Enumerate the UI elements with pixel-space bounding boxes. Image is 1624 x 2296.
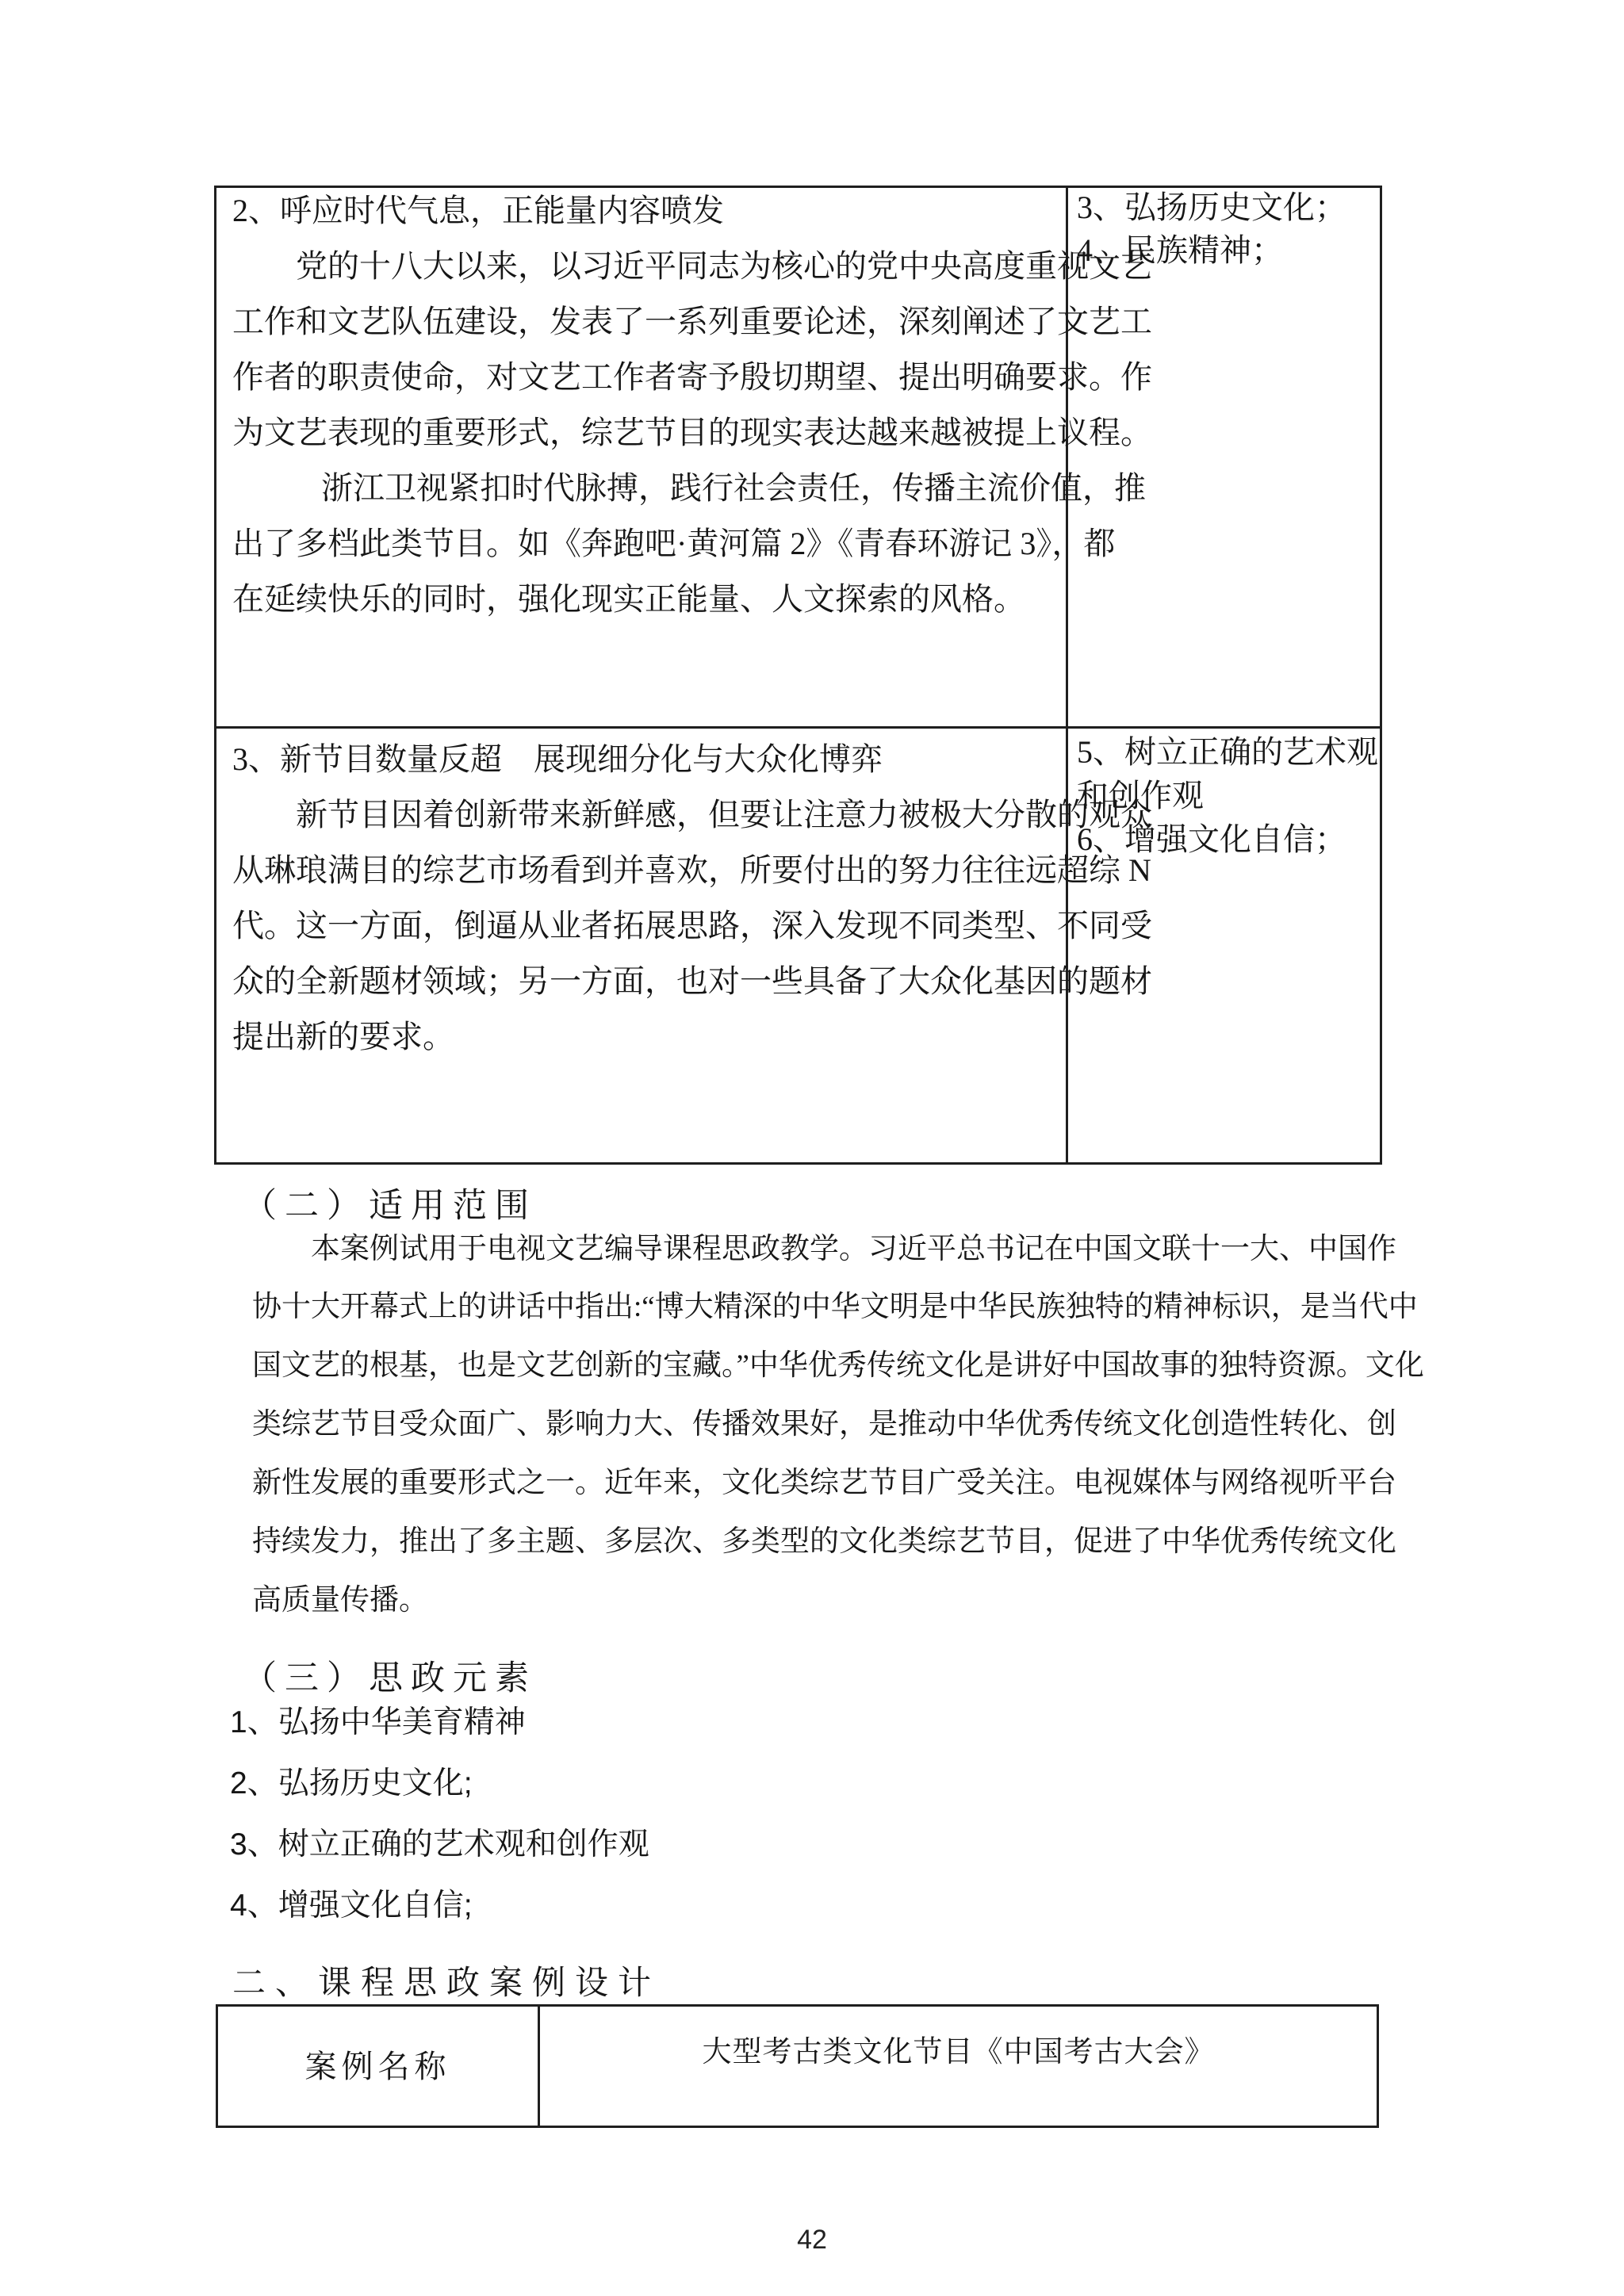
text-line (232, 898, 1152, 954)
scope-paragraph (252, 1220, 1424, 1629)
text-line (230, 1875, 649, 1936)
text-line (252, 1571, 1424, 1629)
text-line (232, 1009, 1152, 1065)
text-run: 本案例试用于电视文艺编导课程思政教学。习近平总书记在中国文联十一大、中国作 (311, 1233, 1396, 1265)
text-line (230, 1753, 649, 1814)
text-run: 5、树立正确的艺术观 (1077, 734, 1378, 770)
page-number: 42 (797, 2225, 827, 2255)
text-line (232, 843, 1152, 898)
text-run: 6、增强文化自信； (1077, 821, 1346, 857)
text-run: 类综艺节目受众面广、影响力大、传播效果好，是推动中华优秀传统文化创造性转化、创 (252, 1407, 1396, 1440)
table-cell-row1-left (232, 183, 1152, 627)
text-line (252, 1453, 1424, 1512)
text-run: 新节目因着创新带来新鲜感，但要让注意力被极大分散的观众 (296, 797, 1152, 832)
text-run: 党的十八大以来，以习近平同志为核心的党中央高度重视文艺 (296, 248, 1152, 284)
table-cell-row2-right (1077, 730, 1378, 861)
text-line (232, 405, 1152, 461)
text-line (232, 732, 1152, 787)
text-line (232, 294, 1152, 350)
text-run: 3、新节目数量反超 展现细分化与大众化博弈 (232, 741, 883, 777)
text-line (232, 239, 1152, 294)
text-line (1077, 817, 1378, 861)
text-run: 新性发展的重要形式之一。近年来，文化类综艺节目广受关注。电视媒体与网络视听平台 (252, 1466, 1396, 1498)
table-cell-row2-left (232, 732, 1152, 1065)
text-run: 2、呼应时代气息，正能量内容喷发 (232, 193, 724, 228)
text-run: 作者的职责使命，对文艺工作者寄予殷切期望、提出明确要求。作 (232, 359, 1152, 395)
text-line (1077, 186, 1346, 229)
text-run: 3、树立正确的艺术观和创作观 (230, 1827, 649, 1862)
text-run: 协十大开幕式上的讲话中指出:“博大精深的中华文明是中华民族独特的精神标识，是当代中 (252, 1291, 1418, 1323)
text-line (252, 1220, 1424, 1278)
text-line (230, 1814, 649, 1875)
text-run: 出了多档此类节目。如《奔跑吧·黄河篇 2》《青春环游记 3》，都 (232, 526, 1116, 561)
text-line (252, 1395, 1424, 1453)
text-line (1077, 774, 1378, 817)
text-run: 国文艺的根基，也是文艺创新的宝藏。”中华优秀传统文化是讲好中国故事的独特资源。 (252, 1349, 1365, 1382)
section-heading-elements: （三）思政元素 (243, 1660, 537, 1697)
text-run: 工作和文艺队伍建设，发表了一系列重要论述，深刻阐述了文艺工 (232, 304, 1152, 339)
text-run: 众的全新题材领域；另一方面，也对一些具备了大众化基因的题材 (232, 963, 1152, 999)
text-run: 浙江卫视紧扣时代脉搏，践行社会责任，传播主流价值，推 (321, 470, 1146, 506)
ideology-elements-list (230, 1692, 649, 1936)
case-design-table (216, 2004, 1379, 2128)
text-run: 提出新的要求。 (232, 1019, 454, 1054)
text-line (232, 572, 1152, 627)
text-run: 4、增强文化自信; (230, 1888, 473, 1923)
text-line (1077, 229, 1346, 272)
text-run: 在延续快乐的同时，强化现实正能量、人文探索的风格。 (232, 581, 1025, 617)
text-line (232, 461, 1152, 516)
section-heading-scope: （二）适用范围 (243, 1188, 537, 1225)
table-cell-row1-right (1077, 186, 1346, 272)
text-run: 高质量传播。 (252, 1583, 428, 1616)
text-run: 为文艺表现的重要形式，综艺节目的现实表达越来越被提上议程。 (232, 415, 1152, 450)
text-run: 3、弘扬历史文化； (1077, 189, 1346, 225)
text-line (232, 787, 1152, 843)
text-run: 2、弘扬历史文化; (230, 1766, 473, 1800)
text-run: 代。这一方面，倒逼从业者拓展思路，深入发现不同类型、不同受 (232, 908, 1152, 943)
text-run: 文化 (1365, 1349, 1424, 1381)
text-line (252, 1278, 1424, 1336)
text-line (232, 350, 1152, 405)
text-line (252, 1336, 1424, 1395)
text-line (232, 954, 1152, 1009)
text-run: 1、弘扬中华美育精神 (230, 1705, 526, 1739)
text-run: 和创作观 (1077, 778, 1204, 813)
text-line (232, 516, 1152, 572)
section-heading-design: 二、课程思政案例设计 (232, 1965, 661, 2002)
text-line (232, 183, 1152, 239)
text-run: 持续发力，推出了多主题、多层次、多类型的文化类综艺节目，促进了中华优秀传统文化 (252, 1525, 1396, 1557)
case-name-value: 大型考古类文化节目《中国考古大会》 (702, 2036, 1215, 2068)
case-name-label: 案例名称 (304, 2048, 451, 2084)
table-row-divider (216, 726, 1380, 729)
text-line (230, 1692, 649, 1753)
text-run: 从琳琅满目的综艺市场看到并喜欢，所要付出的努力往往远超综 N (232, 852, 1151, 888)
text-run: 4、民族精神； (1077, 232, 1283, 268)
text-line (252, 1512, 1424, 1571)
text-line (1077, 730, 1378, 774)
case-analysis-table (214, 186, 1382, 1165)
